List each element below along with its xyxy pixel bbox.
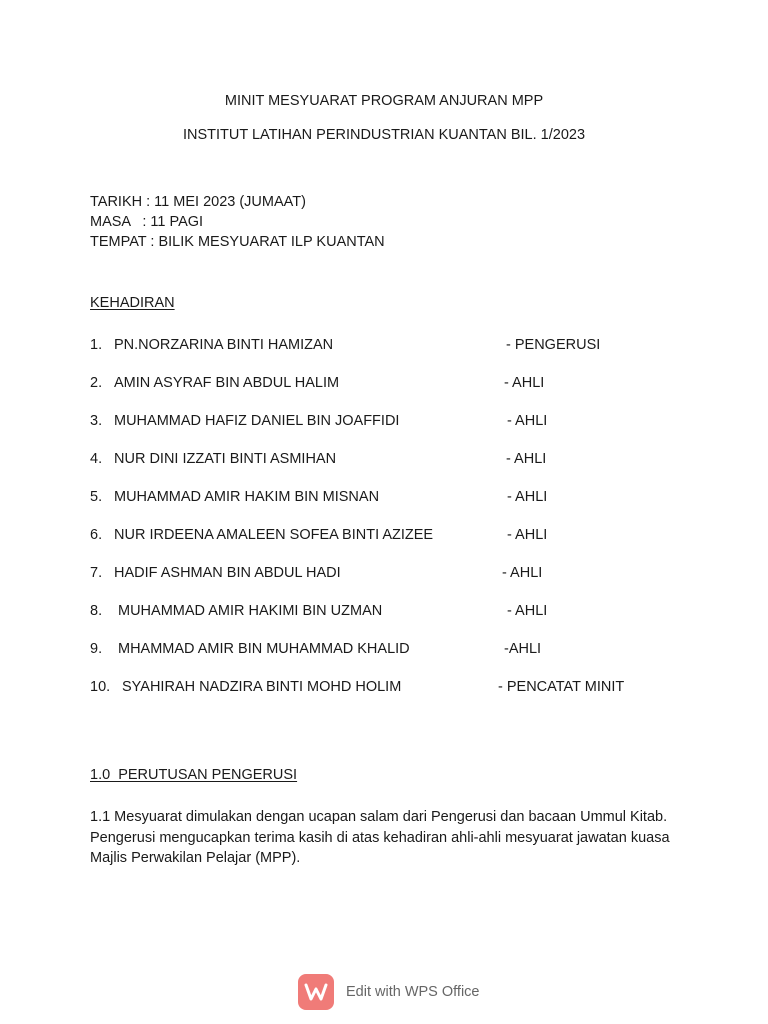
member-name: AMIN ASYRAF BIN ABDUL HALIM — [114, 375, 340, 391]
meta-tempat: TEMPAT : BILIK MESYUARAT ILP KUANTAN — [90, 234, 385, 250]
member-role: - PENCATAT MINIT — [498, 679, 625, 695]
member-name: MHAMMAD AMIR BIN MUHAMMAD KHALID — [118, 641, 410, 657]
member-role: - AHLI — [507, 413, 548, 429]
wps-edit-button[interactable] — [298, 974, 480, 1010]
member-role: - AHLI — [502, 565, 543, 581]
member-name: NUR IRDEENA AMALEEN SOFEA BINTI AZIZEE — [114, 527, 434, 543]
list-number: 7. — [90, 565, 103, 581]
list-number: 3. — [90, 413, 103, 429]
wps-logo-icon — [298, 974, 334, 1010]
member-name: MUHAMMAD HAFIZ DANIEL BIN JOAFFIDI — [114, 413, 400, 429]
meta-masa: MASA : 11 PAGI — [90, 214, 204, 230]
member-name: MUHAMMAD AMIR HAKIM BIN MISNAN — [114, 489, 380, 505]
list-number: 4. — [90, 451, 103, 467]
list-number: 6. — [90, 527, 103, 543]
member-role: - AHLI — [506, 451, 547, 467]
list-number: 5. — [90, 489, 103, 505]
member-role: -AHLI — [504, 641, 542, 657]
member-role: - AHLI — [507, 489, 548, 505]
section-heading: 1.0 PERUTUSAN PENGERUSI — [90, 767, 298, 783]
member-role: - PENGERUSI — [506, 337, 601, 353]
member-name: NUR DINI IZZATI BINTI ASMIHAN — [114, 451, 337, 467]
meta-tarikh: TARIKH : 11 MEI 2023 (JUMAAT) — [90, 194, 306, 210]
list-number: 9. — [90, 641, 103, 657]
list-number: 8. — [90, 603, 103, 619]
wps-edit-label: Edit with WPS Office — [346, 984, 480, 1000]
member-name: PN.NORZARINA BINTI HAMIZAN — [114, 337, 334, 353]
member-role: - AHLI — [507, 527, 548, 543]
list-number: 1. — [90, 337, 103, 353]
member-role: - AHLI — [507, 603, 548, 619]
member-name: SYAHIRAH NADZIRA BINTI MOHD HOLIM — [122, 679, 402, 695]
member-name: MUHAMMAD AMIR HAKIMI BIN UZMAN — [118, 603, 383, 619]
attendance-heading: KEHADIRAN — [90, 295, 175, 311]
document-title: MINIT MESYUARAT PROGRAM ANJURAN MPP — [224, 93, 544, 109]
section-paragraph: 1.1 Mesyuarat dimulakan dengan ucapan salam dari Pengerusi dan bacaan Ummul Kitab. Pengerusi mengucapkan terima kasih di atas kehadiran ahli-ahli mesyuarat jawatan kuasa Majlis Perwakilan Pelajar (MPP). — [90, 809, 670, 866]
list-number: 2. — [90, 375, 103, 391]
member-role: - AHLI — [504, 375, 545, 391]
document-subtitle: INSTITUT LATIHAN PERINDUSTRIAN KUANTAN BIL. 1/2023 — [182, 127, 586, 143]
list-number: 10. — [90, 679, 111, 695]
member-name: HADIF ASHMAN BIN ABDUL HADI — [114, 565, 341, 581]
